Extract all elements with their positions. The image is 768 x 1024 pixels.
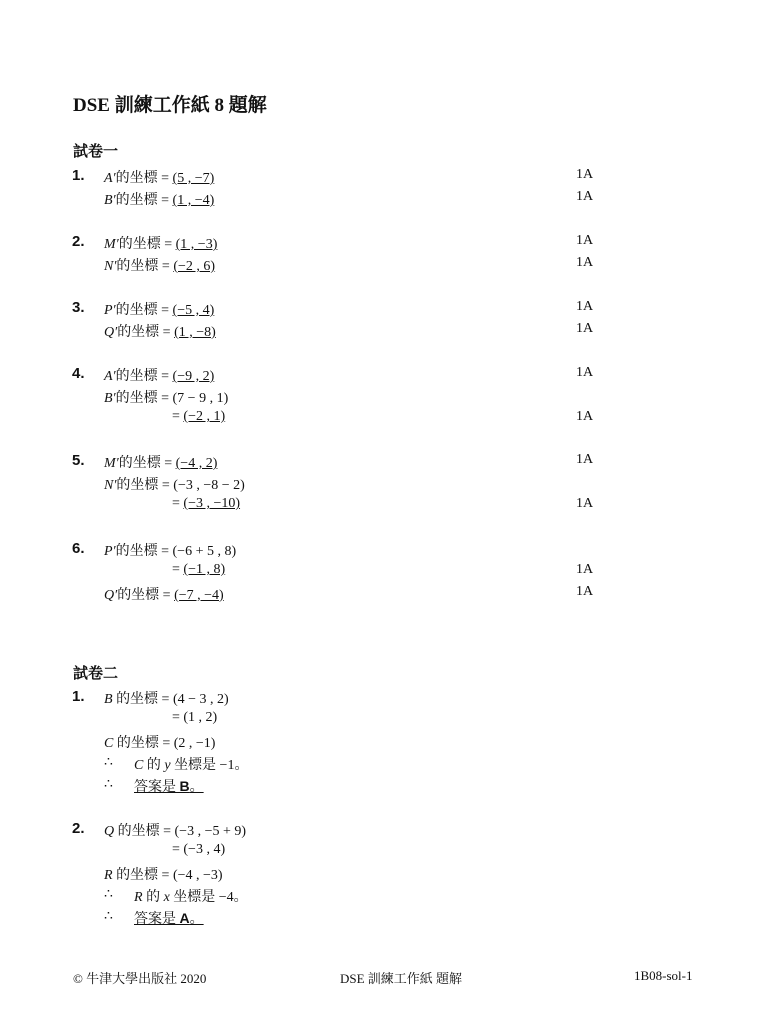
solution-line: A′的坐標 = (5 , −7) [104, 171, 215, 186]
solution-line: M′的坐標 = (−4 , 2) [104, 456, 218, 471]
footer-page-code: 1B08-sol-1 [634, 968, 693, 983]
mark-label: 1A [576, 321, 594, 336]
mark-label: 1A [576, 189, 594, 204]
solution-line: = (−3 , 4) [172, 842, 226, 857]
mark-label: 1A [576, 299, 594, 314]
paper-1-heading: 試卷一 [73, 144, 119, 160]
answer-value: (5 , −7) [172, 171, 215, 186]
question-number: 2. [72, 233, 85, 250]
answer-value: (1 , −8) [174, 325, 216, 340]
solution-line: Q′的坐標 = (−7 , −4) [104, 588, 224, 603]
solution-line: Q′的坐標 = (1 , −8) [104, 325, 216, 340]
question-number: 1. [72, 167, 85, 184]
page-title: DSE 訓練工作紙 8 題解 [73, 95, 267, 116]
mark-label: 1A [576, 233, 594, 248]
solution-line: Q 的坐標 = (−3 , −5 + 9) [104, 824, 247, 839]
footer-title: DSE 訓練工作紙 題解 [340, 971, 463, 986]
solution-line: R 的坐標 = (−4 , −3) [104, 868, 223, 883]
solution-line: = (−3 , −10) [172, 496, 241, 511]
therefore-symbol: ∴ [104, 755, 113, 770]
solution-line: B′的坐標 = (7 − 9 , 1) [104, 391, 229, 406]
mark-label: 1A [576, 496, 594, 511]
footer-copyright: © 牛津大學出版社 2020 [73, 971, 207, 986]
answer-value: (−7 , −4) [174, 588, 224, 603]
question-number: 4. [72, 365, 85, 382]
answer-value: (1 , −4) [172, 193, 215, 208]
solution-line: M′的坐標 = (1 , −3) [104, 237, 218, 252]
answer-line: 答案是 B。 [134, 778, 204, 795]
answer-value: (−5 , 4) [172, 303, 215, 318]
question-number: 5. [72, 452, 85, 469]
solution-line: N′的坐標 = (−2 , 6) [104, 259, 216, 274]
mark-label: 1A [576, 255, 594, 270]
mark-label: 1A [576, 409, 594, 424]
mark-label: 1A [576, 365, 594, 380]
answer-line: 答案是 A。 [134, 910, 204, 927]
mark-label: 1A [576, 562, 594, 577]
answer-value: (−3 , −10) [183, 496, 241, 511]
solution-line: B′的坐標 = (1 , −4) [104, 193, 215, 208]
therefore-symbol: ∴ [104, 909, 113, 924]
solution-line: = (−2 , 1) [172, 409, 226, 424]
solution-line: = (−1 , 8) [172, 562, 226, 577]
answer-value: (−9 , 2) [172, 369, 215, 384]
therefore-symbol: ∴ [104, 887, 113, 902]
question-number: 2. [72, 820, 85, 837]
solution-line: C 的坐標 = (2 , −1) [104, 736, 216, 751]
answer-value: (−1 , 8) [183, 562, 226, 577]
solution-line: = (1 , 2) [172, 710, 218, 725]
mark-label: 1A [576, 167, 594, 182]
solution-line: B 的坐標 = (4 − 3 , 2) [104, 692, 229, 707]
paper-2-heading: 試卷二 [73, 666, 119, 682]
solution-line: R 的 x 坐標是 −4。 [134, 890, 248, 905]
mark-label: 1A [576, 584, 594, 599]
therefore-symbol: ∴ [104, 777, 113, 792]
solution-line: P′的坐標 = (−6 + 5 , 8) [104, 544, 237, 559]
solution-line: A′的坐標 = (−9 , 2) [104, 369, 215, 384]
solution-line: C 的 y 坐標是 −1。 [134, 758, 249, 773]
answer-value: (−4 , 2) [175, 456, 218, 471]
answer-value: (1 , −3) [175, 237, 218, 252]
mark-label: 1A [576, 452, 594, 467]
solution-line: N′的坐標 = (−3 , −8 − 2) [104, 478, 245, 493]
question-number: 3. [72, 299, 85, 316]
answer-value: (−2 , 6) [173, 259, 216, 274]
question-number: 6. [72, 540, 85, 557]
answer-value: (−2 , 1) [183, 409, 226, 424]
question-number: 1. [72, 688, 85, 705]
solution-line: P′的坐標 = (−5 , 4) [104, 303, 215, 318]
